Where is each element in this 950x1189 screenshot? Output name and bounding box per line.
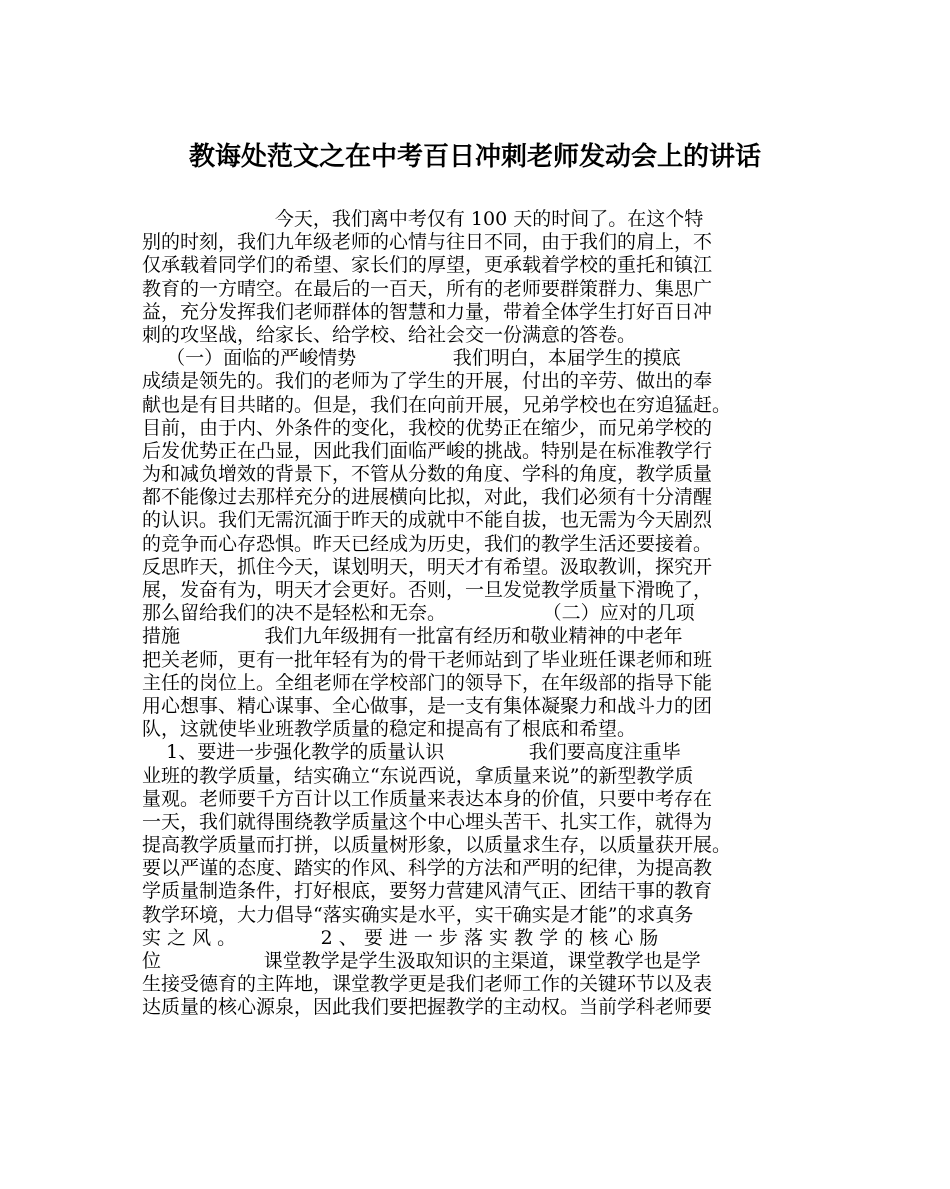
paragraph-line: （一）面临的严峻情势 我们明白，本届学生的摸底 (142, 347, 681, 370)
paragraph-line: 业班的教学质量，结实确立“东说西说，拿质量来说”的新型教学质 (142, 764, 694, 787)
paragraph-line: 提高教学质量而打拼，以质量树形象，以质量求生存，以质量获开展。 (142, 834, 732, 857)
paragraph-line: 把关老师，更有一批年轻有为的骨干老师站到了毕业班任课老师和班 (142, 648, 713, 671)
paragraph-line: 反思昨天，抓住今天，谋划明天，明天才有希望。汲取教训，探究开 (142, 555, 713, 578)
paragraph-line: 仅承载着同学们的希望、家长们的厚望，更承载着学校的重托和镇江 (142, 254, 713, 277)
paragraph-line: 目前，由于内、外条件的变化，我校的优势正在缩少，而兄弟学校的 (142, 416, 713, 439)
paragraph-line: 学质量制造条件，打好根底，要努力营建风清气正、团结干事的教育 (142, 880, 713, 903)
paragraph-line: 一天，我们就得围绕教学质量这个中心埋头苦干、扎实工作，就得为 (142, 810, 713, 833)
paragraph-line: 要以严谨的态度、踏实的作风、科学的方法和严明的纪律，为提高教 (142, 857, 713, 880)
paragraph-line: 后发优势正在凸显，因此我们面临严峻的挑战。特别是在标准教学行 (142, 439, 713, 462)
paragraph-line: 成绩是领先的。我们的老师为了学生的开展，付出的辛劳、做出的奉 (142, 370, 713, 393)
paragraph-line: 今天，我们离中考仅有 100 天的时间了。在这个特 (142, 208, 704, 230)
paragraph-line: 的竞争而心存恐惧。昨天已经成为历史，我们的教学生活还要接着。 (142, 532, 713, 555)
paragraph-line: 达质量的核心源泉，因此我们要把握教学的主动权。当前学科老师要 (142, 996, 713, 1019)
paragraph-line: 都不能像过去那样充分的进展横向比拟，对此，我们必须有十分清醒 (142, 486, 713, 509)
paragraph-line: 教育的一方晴空。在最后的一百天，所有的老师要群策群力、集思广 (142, 277, 713, 300)
paragraph-line: 益，充分发挥我们老师群体的智慧和力量，带着全体学生打好百日冲 (142, 300, 713, 323)
paragraph-line: 教学环境，大力倡导“落实确实是水平，实干确实是才能”的求真务 (142, 903, 694, 926)
paragraph-line: 展，发奋有为，明天才会更好。否则，一旦发觉教学质量下滑晚了， (142, 579, 713, 601)
paragraph-line: 队，这就使毕业班教学质量的稳定和提高有了根底和希望。 (142, 718, 637, 741)
document-title: 教诲处范文之在中考百日冲刺老师发动会上的讲话 (188, 142, 761, 172)
document-body (142, 208, 822, 1020)
paragraph-line: 的认识。我们无需沉湎于昨天的成就中不能自拔，也无需为今天剧烈 (142, 509, 713, 532)
paragraph-line: 那么留给我们的决不是轻松和无奈。 （二）应对的几项 (142, 602, 695, 625)
paragraph-line: 别的时刻，我们九年级老师的心情与往日不同，由于我们的肩上，不 (142, 231, 713, 254)
paragraph-line: 1、要进一步强化教学的质量认识 我们要高度注重毕 (142, 741, 681, 764)
paragraph-line: 实 之 风 。 2 、 要 进 一 步 落 实 教 学 的 核 心 肠 (142, 926, 659, 949)
paragraph-line: 生接受德育的主阵地，课堂教学更是我们老师工作的关键环节以及表 (142, 973, 713, 996)
paragraph-line: 刺的攻坚战，给家长、给学校、给社会交一份满意的答卷。 (142, 323, 637, 346)
paragraph-line: 主任的岗位上。全组老师在学校部门的领导下，在年级部的指导下能 (142, 671, 713, 694)
paragraph-line: 量观。老师要千方百计以工作质量来表达本身的价值，只要中考存在 (142, 787, 713, 810)
paragraph-line: 用心想事、精心谋事、全心做事，是一支有集体凝聚力和战斗力的团 (142, 694, 713, 717)
paragraph-line: 为和减负增效的背景下，不管从分数的角度、学科的角度，教学质量 (142, 463, 713, 486)
paragraph-line: 措施 我们九年级拥有一批富有经历和敬业精神的中老年 (142, 625, 683, 648)
paragraph-line: 献也是有目共睹的。但是，我们在向前开展，兄弟学校也在穷追猛赶。 (142, 393, 732, 416)
paragraph-line: 位 课堂教学是学生汲取知识的主渠道，课堂教学也是学 (142, 950, 701, 972)
